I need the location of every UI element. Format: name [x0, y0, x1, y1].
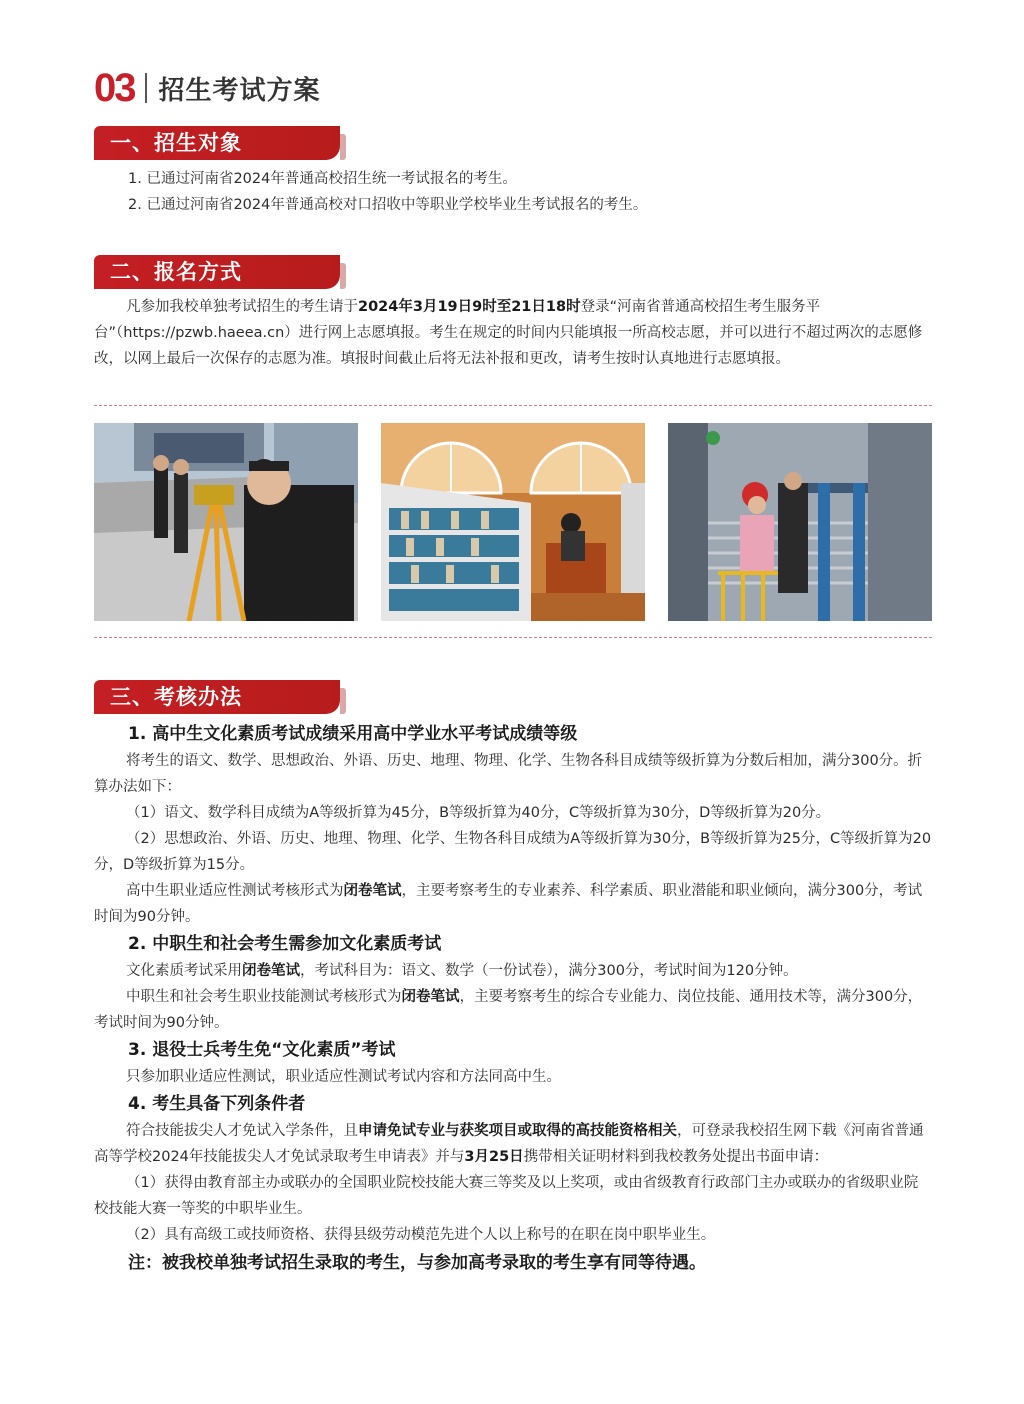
dashed-divider [94, 637, 932, 638]
text-span: ，可登录我校招生网下载《河南省普通高等学校2024年技能拔尖人才免试录取考生申请表》并与 [94, 1123, 924, 1165]
paragraph: 将考生的语文、数学、思想政治、外语、历史、地理、物理、化学、生物各科目成绩等级折算为分数后相加，满分300分。折算办法如下： [94, 753, 923, 795]
text-span: ，考试科目为：语文、数学（一份试卷），满分300分，考试时间为120分钟。 [300, 963, 798, 979]
text-span: 符合技能拔尖人才免试入学条件，且 [126, 1123, 358, 1139]
photo-surveying [94, 423, 358, 621]
date-highlight: 3月25日 [464, 1149, 524, 1165]
subsection-heading: 4. 考生具备下列条件者 [128, 1094, 306, 1114]
page-title: 招生考试方案 [158, 75, 321, 106]
text-span: 中职生和社会考生职业技能测试考核形式为 [126, 989, 402, 1005]
paragraph [94, 1118, 932, 1170]
section-banner-registration: 二、报名方式 [94, 255, 340, 289]
text-span: ，主要考察考生的综合专业能力、岗位技能、通用技术等，满分300分，考试时间为90分钟。 [94, 989, 923, 1031]
text-span: 高中生职业适应性测试考核形式为 [126, 883, 344, 899]
bold-term: 闭卷笔试 [343, 883, 402, 899]
page-number: 03 [94, 66, 135, 110]
note: 注：被我校单独考试招生录取的考生，与参加高考录取的考生享有同等待遇。 [128, 1253, 706, 1273]
paragraph: （2）思想政治、外语、历史、地理、物理、化学、生物各科目成绩为A等级折算为30分，B等级折算为25分，C等级折算为20分，D等级折算为15分。 [94, 831, 932, 873]
paragraph [94, 294, 932, 372]
subsection-heading: 3. 退役士兵考生免“文化素质”考试 [128, 1040, 396, 1060]
photo-strip [94, 423, 932, 621]
paragraph: （1）语文、数学科目成绩为A等级折算为45分，B等级折算为40分，C等级折算为30分，D等级折算为20分。 [126, 805, 831, 821]
subsection-heading: 1. 高中生文化素质考试成绩采用高中学业水平考试成绩等级 [128, 724, 578, 744]
text-span: 凡参加我校单独考试招生的考生请于 [126, 299, 358, 315]
photo-library [381, 423, 645, 621]
bold-term: 申请免试专业与获奖项目或取得的高技能资格相关 [358, 1123, 677, 1139]
paragraph [94, 984, 932, 1036]
section-banner-enrollment-target: 一、招生对象 [94, 126, 340, 160]
paragraph: （1）获得由教育部主办或联办的全国职业院校技能大赛三等奖及以上奖项，或由省级教育行政部门主办或联办的省级职业院校技能大赛一等奖的中职毕业生。 [94, 1175, 919, 1217]
subsection-heading: 2. 中职生和社会考生需参加文化素质考试 [128, 934, 442, 954]
text-span: 登录“河南省普通高校招生考生服务平台”（https://pzwb.haeea.cn）进行网上志愿填报。考生在规定的时间内只能填报一所高校志愿，并可以进行不超过两次的志愿修改，以网上最后一次保存的志愿为准。填报时间截止后将无法补报和更改，请考生按时认真地进行志愿填报。 [94, 299, 923, 367]
list-item: 2. 已通过河南省2024年普通高校对口招收中等职业学校毕业生考试报名的考生。 [128, 197, 648, 213]
section-assessment-body [94, 720, 932, 1278]
text-span: 携带相关证明材料到我校教务处提出书面申请： [523, 1149, 829, 1165]
date-highlight: 2024年3月19日9时至21日18时 [358, 299, 581, 315]
paragraph [94, 958, 932, 984]
bold-term: 闭卷笔试 [242, 963, 300, 979]
section-registration-body [94, 294, 932, 372]
page-header [94, 68, 321, 108]
paragraph [94, 878, 932, 930]
text-span: ，主要考察考生的专业素养、科学素质、职业潜能和职业倾向，满分300分，考试时间为90分钟。 [94, 883, 923, 925]
text-span: 文化素质考试采用 [126, 963, 242, 979]
dashed-divider [94, 405, 932, 406]
section-enrollment-target-body [94, 166, 932, 218]
photo-elevator-training [668, 423, 932, 621]
list-item: 1. 已通过河南省2024年普通高校招生统一考试报名的考生。 [128, 171, 517, 187]
header-divider [145, 73, 147, 103]
bold-term: 闭卷笔试 [401, 989, 460, 1005]
paragraph: 只参加职业适应性测试，职业适应性测试考试内容和方法同高中生。 [126, 1069, 561, 1085]
section-banner-assessment: 三、考核办法 [94, 680, 340, 714]
paragraph: （2）具有高级工或技师资格、获得县级劳动模范先进个人以上称号的在职在岗中职毕业生。 [126, 1227, 716, 1243]
